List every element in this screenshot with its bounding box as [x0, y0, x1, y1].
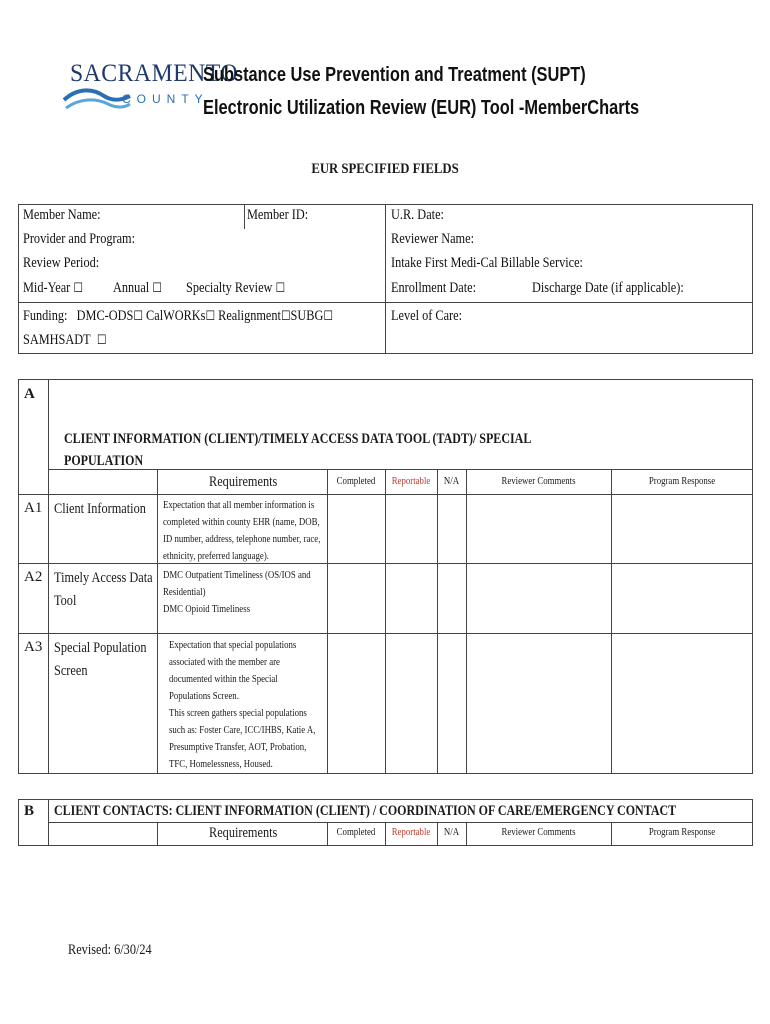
requirement-text: completed within county EHR (name, DOB, — [163, 516, 320, 528]
row-id: A1 — [24, 500, 43, 516]
divider — [48, 822, 753, 823]
samhsadt-option[interactable] — [23, 332, 106, 349]
review-period-field[interactable]: Review Period: — [23, 255, 100, 271]
row-name: Special Population — [54, 640, 147, 656]
requirement-text: DMC Opioid Timeliness — [163, 603, 251, 615]
requirement-text: ethnicity, preferred language). — [163, 550, 269, 562]
requirement-text: such as: Foster Care, ICC/IHBS, Katie A, — [169, 724, 316, 736]
specialty-review-option[interactable] — [186, 280, 285, 297]
divider — [611, 822, 612, 846]
funding-label: Funding: — [23, 308, 68, 324]
section-a-title-line1: CLIENT INFORMATION (CLIENT)/TIMELY ACCESS DATA TOOL (TADT)/ SPECIAL — [64, 431, 532, 447]
level-of-care-field[interactable]: Level of Care: — [391, 308, 463, 324]
document-title-line2: Electronic Utilization Review (EUR) Tool -MemberCharts — [203, 97, 640, 119]
document-title-line1: Substance Use Prevention and Treatment (SUPT) — [203, 64, 586, 86]
annual-option[interactable] — [113, 280, 162, 297]
divider — [19, 563, 753, 564]
divider — [385, 469, 386, 774]
mid-year-option[interactable] — [23, 280, 83, 297]
requirement-text: TFC, Homelessness, Housed. — [169, 758, 273, 770]
checkbox-icon[interactable]: ☐ — [323, 309, 333, 324]
na-header: N/A — [443, 475, 460, 487]
section-b-title: CLIENT CONTACTS: CLIENT INFORMATION (CLIENT) / COORDINATION OF CARE/EMERGENCY CONTACT — [54, 803, 677, 819]
intake-service-field[interactable]: Intake First Medi-Cal Billable Service: — [391, 255, 583, 271]
discharge-date-field[interactable]: Discharge Date (if applicable): — [532, 280, 684, 296]
divider — [48, 380, 49, 774]
requirement-text: This screen gathers special populations — [169, 707, 307, 719]
divider — [157, 822, 158, 846]
row-id: A3 — [24, 639, 43, 655]
annual-label: Annual — [113, 280, 150, 296]
requirement-text: Residential) — [163, 586, 206, 598]
divider — [244, 205, 245, 229]
completed-header: Completed — [336, 475, 376, 487]
divider — [19, 302, 752, 303]
row-name: Screen — [54, 663, 88, 679]
checkbox-icon[interactable]: ☐ — [152, 281, 162, 296]
divider — [385, 822, 386, 846]
divider — [437, 469, 438, 774]
logo-county-text: COUNTY — [122, 92, 209, 106]
member-name-field[interactable]: Member Name: — [23, 207, 101, 223]
provider-program-field[interactable]: Provider and Program: — [23, 231, 136, 247]
calworks-label: CalWORKs — [146, 308, 206, 324]
checkbox-icon[interactable]: ☐ — [205, 309, 216, 324]
sacramento-county-logo — [62, 54, 238, 124]
requirements-header: Requirements — [209, 825, 278, 841]
enrollment-date-field[interactable]: Enrollment Date: — [391, 280, 477, 296]
section-b-table — [18, 799, 753, 846]
requirements-header: Requirements — [209, 474, 278, 490]
divider — [385, 205, 386, 354]
requirement-text: ID number, address, telephone number, race, — [163, 533, 321, 545]
requirement-text: Presumptive Transfer, AOT, Probation, — [169, 741, 307, 753]
member-id-field[interactable]: Member ID: — [247, 207, 309, 223]
specialty-review-label: Specialty Review — [186, 280, 273, 296]
revised-date: Revised: 6/30/24 — [68, 942, 152, 958]
row-id: A2 — [24, 569, 43, 585]
checkbox-icon[interactable]: ☐ — [275, 281, 286, 296]
requirement-text: associated with the member are — [169, 656, 280, 668]
samhsadt-label: SAMHSADT — [23, 332, 91, 348]
logo-wordmark: SACRAMENTO — [70, 60, 238, 87]
checkbox-icon[interactable]: ☐ — [96, 333, 107, 348]
section-a-title-line2: POPULATION — [64, 453, 144, 469]
divider — [466, 469, 467, 774]
requirement-text: Populations Screen. — [169, 690, 239, 702]
requirement-text: Expectation that special populations — [169, 639, 297, 651]
row-name: Tool — [54, 593, 77, 609]
divider — [157, 469, 158, 774]
reportable-header: Reportable — [391, 475, 431, 487]
na-header: N/A — [443, 826, 460, 838]
section-a-table — [18, 379, 753, 774]
divider — [466, 822, 467, 846]
divider — [437, 822, 438, 846]
realignment-label: Realignment — [218, 308, 281, 324]
program-response-header: Program Response — [648, 475, 716, 487]
completed-header: Completed — [336, 826, 376, 838]
requirement-text: DMC Outpatient Timeliness (OS/IOS and — [163, 569, 311, 581]
dmc-ods-label: DMC-ODS — [76, 308, 134, 324]
requirement-text: documented within the Special — [169, 673, 278, 685]
divider — [48, 469, 753, 470]
funding-row — [23, 308, 333, 325]
eur-fields-box — [18, 204, 753, 354]
ur-date-field[interactable]: U.R. Date: — [391, 207, 444, 223]
requirement-text: Expectation that all member information is — [163, 499, 315, 511]
program-response-header: Program Response — [648, 826, 716, 838]
divider — [327, 822, 328, 846]
checkbox-icon[interactable]: ☐ — [133, 309, 143, 324]
section-b-letter: B — [24, 803, 35, 819]
divider — [611, 469, 612, 774]
divider — [48, 800, 49, 846]
row-name: Client Information — [54, 501, 146, 517]
eur-specified-fields-heading: EUR SPECIFIED FIELDS — [311, 161, 459, 177]
divider — [327, 469, 328, 774]
reportable-header: Reportable — [391, 826, 431, 838]
reviewer-comments-header: Reviewer Comments — [501, 475, 576, 487]
divider — [19, 633, 753, 634]
subg-label: SUBG — [290, 308, 324, 324]
reviewer-name-field[interactable]: Reviewer Name: — [391, 231, 474, 247]
divider — [19, 494, 753, 495]
section-a-letter: A — [24, 386, 35, 402]
mid-year-label: Mid-Year — [23, 280, 71, 296]
row-name: Timely Access Data — [54, 570, 153, 586]
reviewer-comments-header: Reviewer Comments — [501, 826, 576, 838]
checkbox-icon[interactable]: ☐ — [280, 309, 291, 324]
checkbox-icon[interactable]: ☐ — [73, 281, 83, 296]
